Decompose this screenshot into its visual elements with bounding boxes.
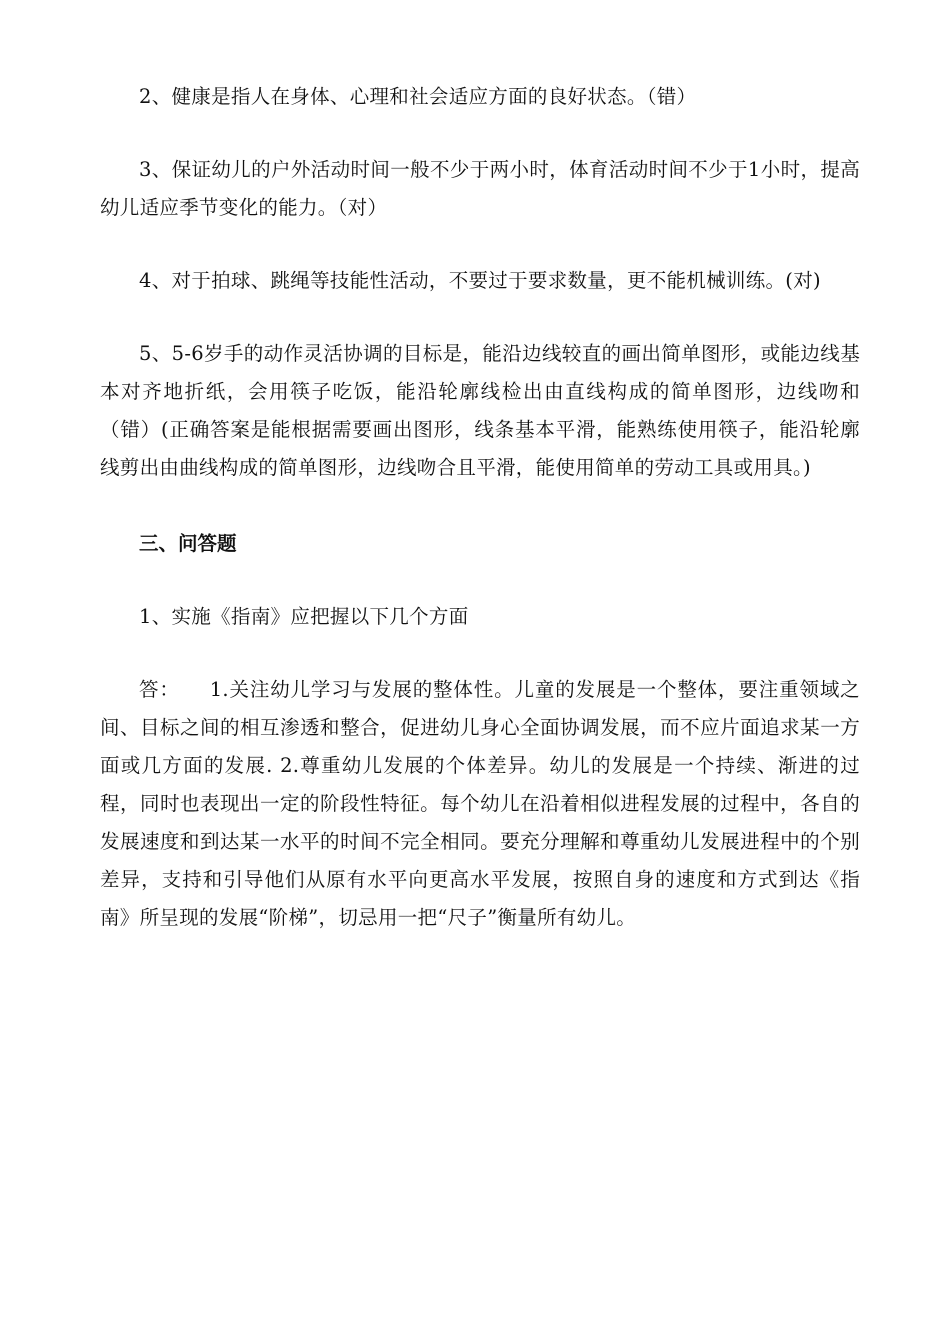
spacer [100, 636, 860, 671]
document-page [100, 78, 860, 937]
judgment-item-2: 2、健康是指人在身体、心理和社会适应方面的良好状态。（错） [139, 85, 697, 108]
judgment-item-3: 3、保证幼儿的户外活动时间一般不少于两小时，体育活动时间不少于1小时，提高幼儿适应季节变化的能力。（对） [100, 158, 860, 219]
spacer [100, 300, 860, 335]
question-title: 1、实施《指南》应把握以下几个方面 [139, 605, 469, 628]
spacer [100, 227, 860, 262]
section-heading: 三、问答题 [139, 532, 237, 555]
answer-paragraph [100, 671, 860, 937]
spacer [100, 487, 860, 525]
spacer [100, 116, 860, 151]
judgment-item-4: 4、对于拍球、跳绳等技能性活动，不要过于要求数量，更不能机械训练。(对) [139, 269, 821, 292]
spacer [100, 563, 860, 598]
answer-label: 答： [139, 678, 180, 701]
judgment-item-5: 5、5-6岁手的动作灵活协调的目标是，能沿边线较直的画出简单图形，或能边线基本对齐地折纸，会用筷子吃饭，能沿轮廓线检出由直线构成的简单图形，边线吻和（错）(正确答案是能根据需要画出图形，线条基本平滑，能熟练使用筷子，能沿轮廓线剪出由曲线构成的简单图形，边线吻合且平滑，能使用简单的劳动工具或用具。) [100, 342, 860, 479]
answer-text: 1.关注幼儿学习与发展的整体性。儿童的发展是一个整体，要注重领域之间、目标之间的相互渗透和整合，促进幼儿身心全面协调发展，而不应片面追求某一方面或几方面的发展. 2.尊重幼儿发展的个体差异。幼儿的发展是一个持续、渐进的过程，同时也表现出一定的阶段性特征。每个幼儿在沿着相似进程发展的过程中，各自的发展速度和到达某一水平的时间不完全相同。要充分理解和尊重幼儿发展进程中的个别差异，支持和引导他们从原有水平向更高水平发展，按照自身的速度和方式到达《指南》所呈现的发展“阶梯”，切忌用一把“尺子”衡量所有幼儿。 [100, 678, 860, 929]
